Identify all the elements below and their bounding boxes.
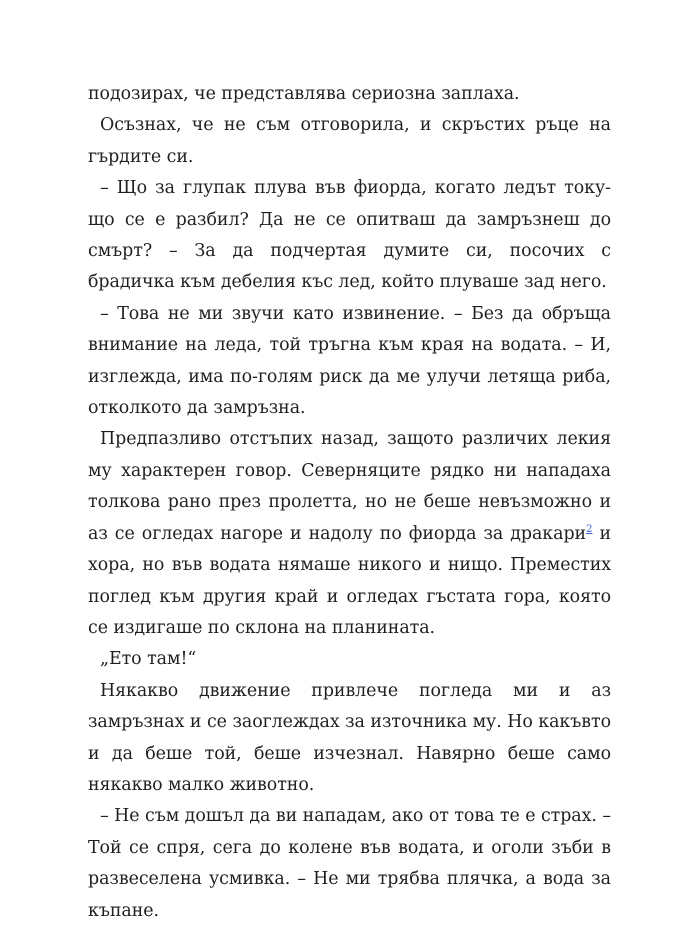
paragraph-8: – Не съм дошъл да ви нападам, ако от това те е страх. – Той се спря, сега до колене във водата, и оголи зъби в развеселена усмивка. – Не ми трябва плячка, а вода за къпане. [88, 806, 611, 921]
paragraph-3: – Що за глупак плува във фиорда, когато ледът току-що се е разбил? Да не се опитваш да замръзнеш до смърт? – За да подчертая думите си, посочих с брадичка към дебелия къс лед, който плуваше зад него. [88, 178, 611, 293]
paragraph-5-text-after: и хора, но във водата нямаше никого и нищо. Преместих поглед към другия край и огледах гъстата гора, която се издигаше по склона на планината. [88, 523, 611, 638]
paragraph-5 [88, 424, 611, 644]
paragraph-6: „Ето там!“ [100, 649, 197, 670]
book-page [88, 79, 611, 927]
paragraph-2: Осъзнах, че не съм отговорила, и скръстих ръце на гърдите си. [88, 115, 611, 167]
footnote-link[interactable]: 2 [586, 523, 593, 535]
paragraph-7: Някакво движение привлече погледа ми и аз замръзнах и се заоглеждах за източника му. Но какъвто и да беше той, беше изчезнал. Навярно беше само някакво малко животно. [88, 680, 611, 795]
paragraph-4: – Това не ми звучи като извинение. – Без да обръща внимание на леда, той тръгна към края на водата. – И, изглежда, има по-голям риск да ме улучи летяща риба, отколкото да замръзна. [88, 303, 611, 419]
paragraph-1: подозирах, че представлява сериозна заплаха. [88, 84, 520, 104]
paragraph-5-text-before: Предпазливо отстъпих назад, защото различих лекия му характерен говор. Северняците рядко ни нападаха толкова рано през пролетта, но не беше невъзможно и аз се огледах нагоре и надолу по фиорда за дракари [88, 429, 611, 544]
